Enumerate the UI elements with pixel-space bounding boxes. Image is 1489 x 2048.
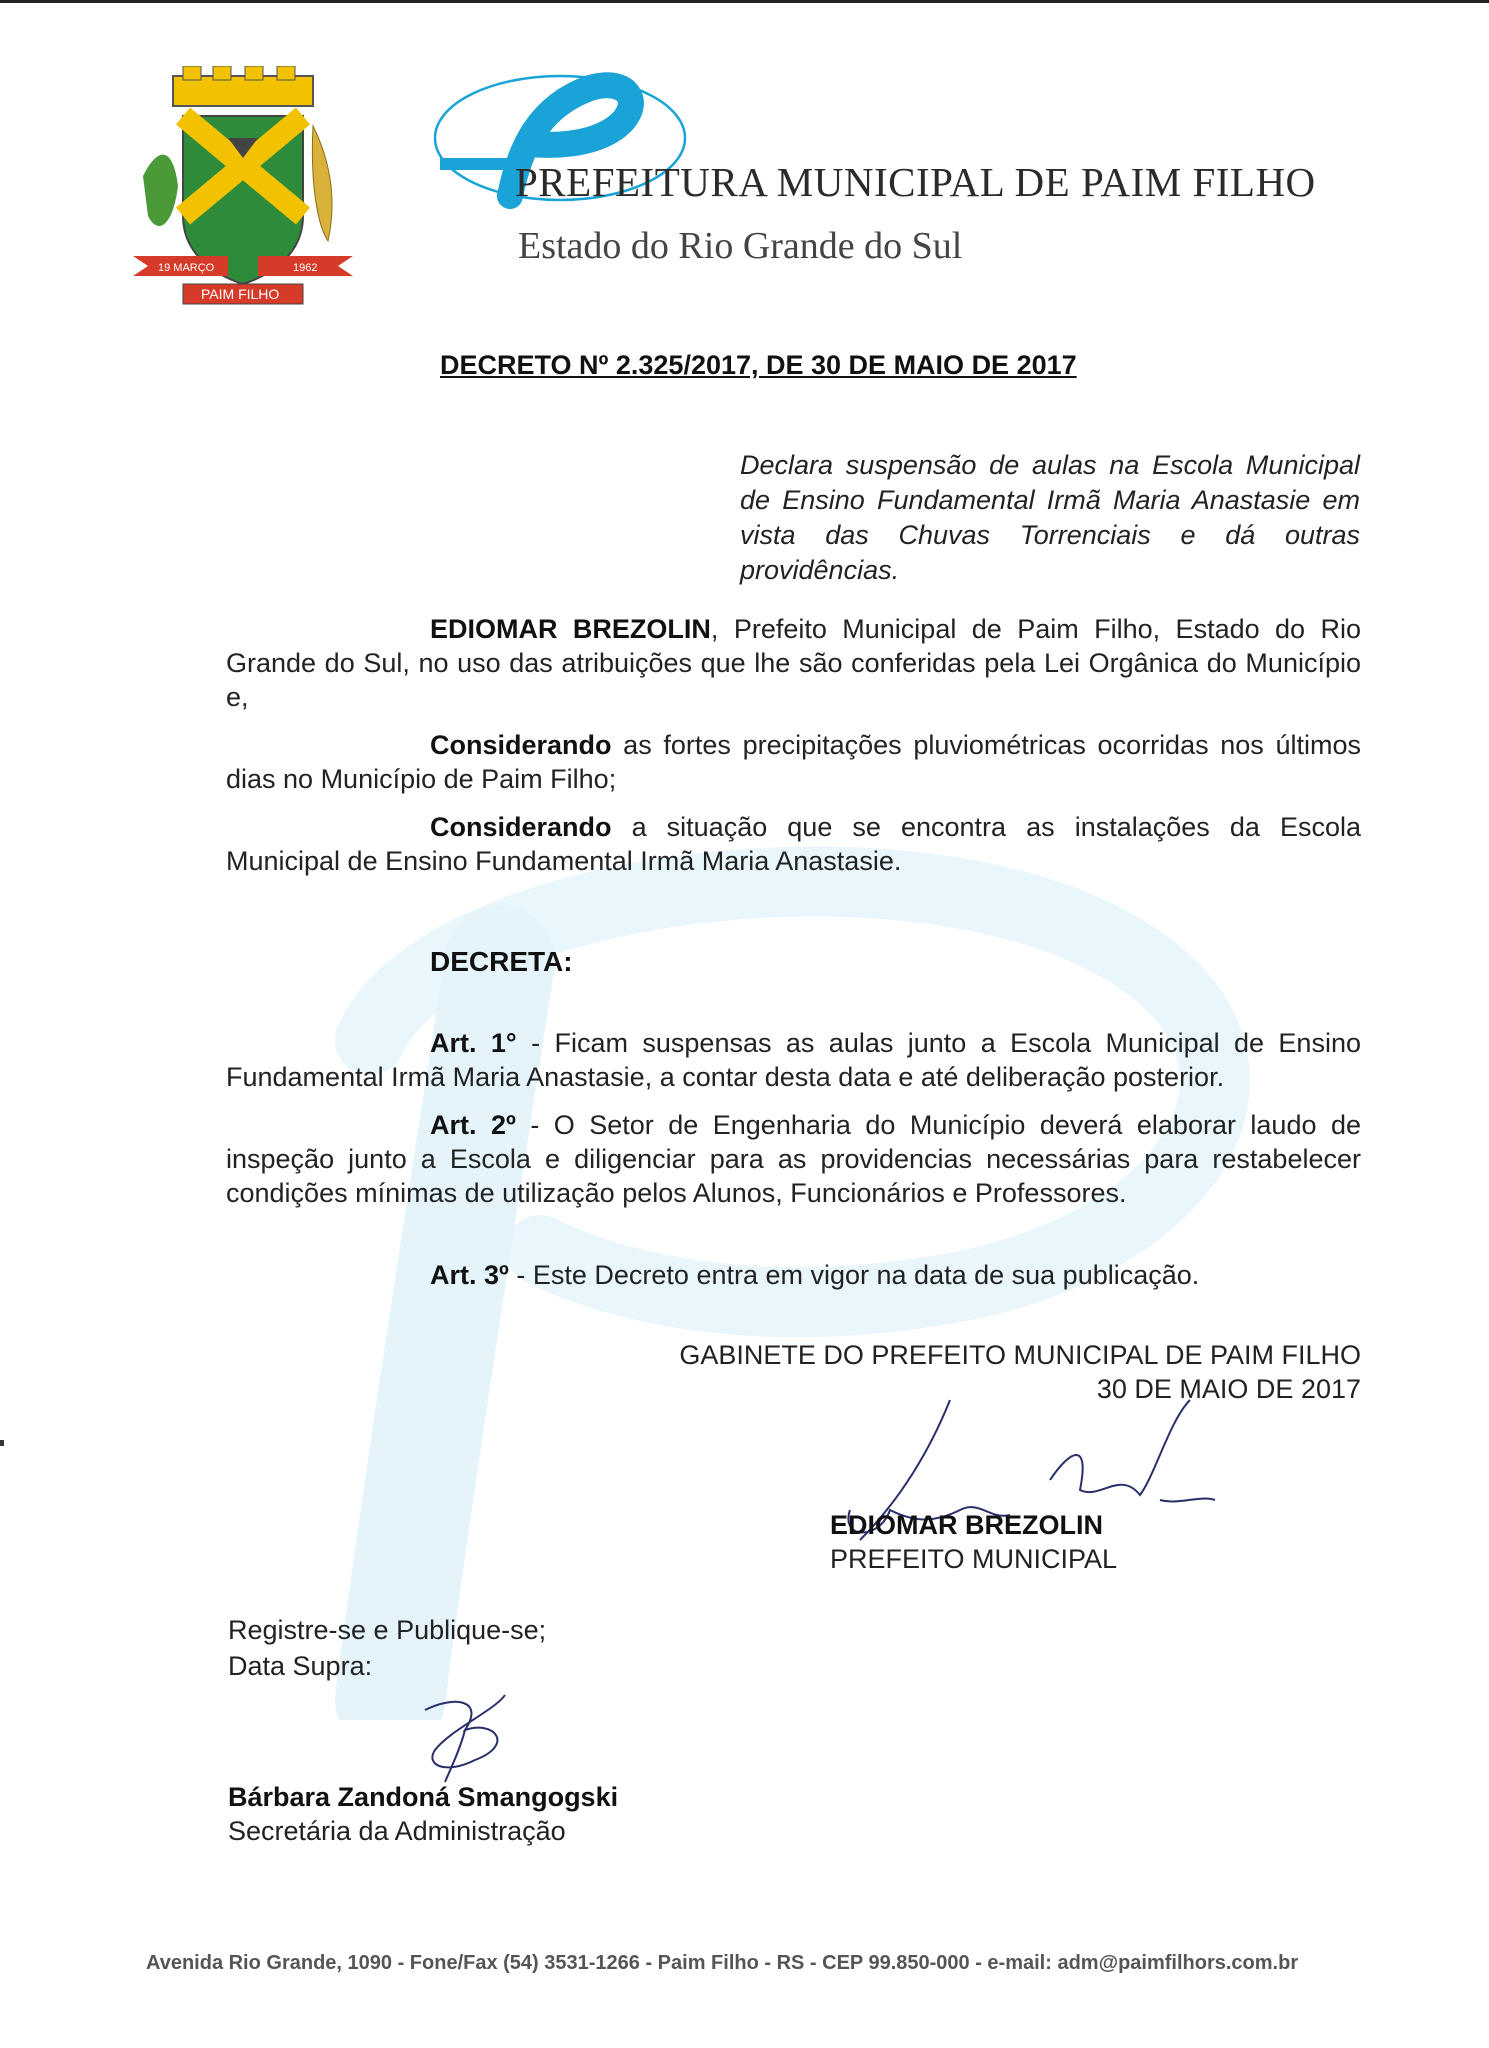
article-paragraph <box>226 1258 1361 1292</box>
preamble-paragraph <box>226 612 1361 714</box>
article-paragraph <box>226 1108 1361 1210</box>
considerando-text: a situação que se encontra as instalações da Escola Municipal de Ensino Fundamental Irmã Maria Anastasie. <box>226 812 1361 876</box>
decreta-heading: DECRETA: <box>430 946 573 977</box>
article-text: - Este Decreto entra em vigor na data de sua publicação. <box>508 1260 1200 1290</box>
secretary-signature <box>405 1690 525 1785</box>
preamble-name: EDIOMAR BREZOLIN <box>430 614 711 644</box>
preamble-text: , Prefeito Municipal de Paim Filho, Estado do Rio Grande do Sul, no uso das atribuições que lhe são conferidas pela Lei Orgânica do Município e, <box>226 614 1361 712</box>
crest-ribbon-left: 19 MARÇO <box>158 262 215 274</box>
closing-office: GABINETE DO PREFEITO MUNICIPAL DE PAIM FILHO <box>679 1340 1361 1370</box>
scan-edge <box>0 0 1489 3</box>
registre-line: Data Supra: <box>228 1651 373 1681</box>
secretary-block <box>228 1780 618 1848</box>
signer-name: EDIOMAR BREZOLIN <box>830 1510 1103 1540</box>
crest-banner: PAIM FILHO <box>201 286 280 302</box>
municipal-crest <box>128 66 358 318</box>
decree-title: DECRETO Nº 2.325/2017, DE 30 DE MAIO DE 2017 <box>440 350 1077 380</box>
considerando-label: Considerando <box>430 812 612 842</box>
crest-ribbon-right: 1962 <box>293 262 318 274</box>
article-label: Art. 3º <box>430 1260 509 1290</box>
considerando-paragraph <box>226 810 1361 878</box>
considerando-label: Considerando <box>430 730 612 760</box>
closing-date: 30 DE MAIO DE 2017 <box>1096 1374 1361 1404</box>
article-label: Art. 2º <box>430 1110 516 1140</box>
header-title: PREFEITURA MUNICIPAL DE PAIM FILHO <box>515 159 1316 205</box>
secretary-role: Secretária da Administração <box>228 1816 566 1846</box>
decree-ementa: Declara suspensão de aulas na Escola Municipal de Ensino Fundamental Irmã Maria Anastasie em vista das Chuvas Torrenciais e dá outras providências. <box>740 450 1360 585</box>
secretary-name: Bárbara Zandoná Smangogski <box>228 1782 619 1812</box>
scan-mark <box>0 1440 4 1446</box>
header-subtitle: Estado do Rio Grande do Sul <box>518 225 963 267</box>
article-text: - O Setor de Engenharia do Município deverá elaborar laudo de inspeção junto a Escola e diligenciar para as providencias necessárias para restabelecer condições mínimas de utilização pelos Alunos, Funcionários e Professores. <box>226 1110 1361 1208</box>
considerando-text: as fortes precipitações pluviométricas ocorridas nos últimos dias no Município de Paim Filho; <box>226 730 1361 794</box>
article-paragraph <box>226 1026 1361 1094</box>
footer-address: Avenida Rio Grande, 1090 - Fone/Fax (54) 3531-1266 - Paim Filho - RS - CEP 99.850-000 - e-mail: adm@paimfilhors.com.br <box>146 1952 1299 1974</box>
considerando-paragraph <box>226 728 1361 796</box>
signer-role: PREFEITO MUNICIPAL <box>830 1544 1118 1574</box>
registre-line: Registre-se e Publique-se; <box>228 1615 547 1645</box>
registre-block <box>228 1612 546 1684</box>
article-text: - Ficam suspensas as aulas junto a Escola Municipal de Ensino Fundamental Irmã Maria Anastasie, a contar desta data e até deliberação posterior. <box>226 1028 1361 1092</box>
article-label: Art. 1° <box>430 1028 517 1058</box>
mayor-signature-block <box>830 1508 1117 1576</box>
